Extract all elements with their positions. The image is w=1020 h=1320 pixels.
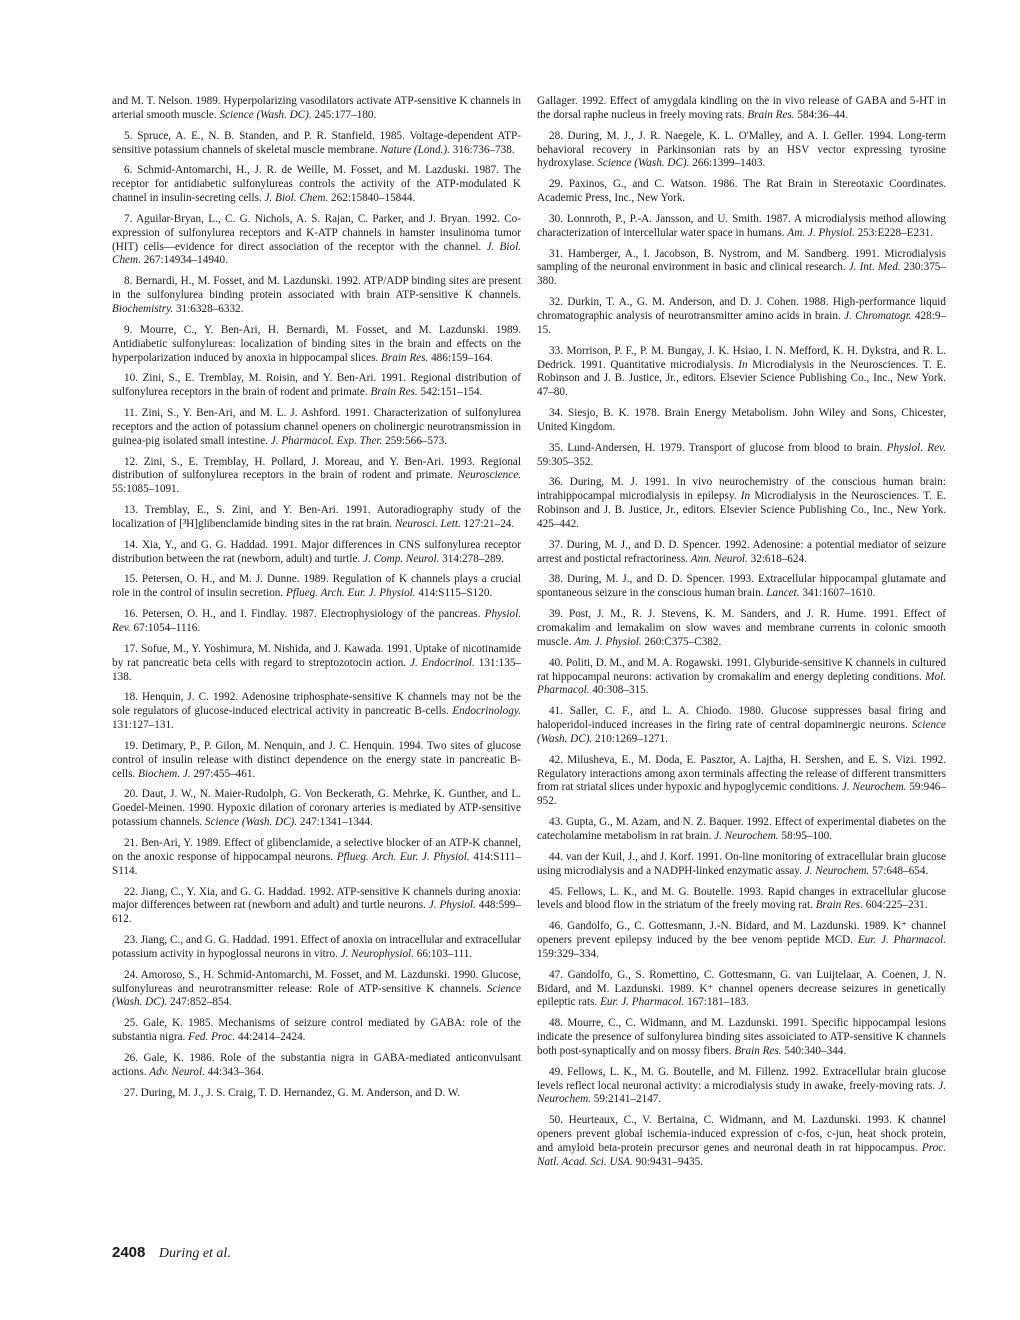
reference-journal: Eur. J. Pharmacol. bbox=[857, 934, 946, 947]
reference-item bbox=[112, 934, 521, 962]
reference-text: 30. Lonnroth, P., P.-A. Jansson, and U. Smith. 1987. A microdialysis method allowing characterization of intercellular water space in humans. bbox=[537, 212, 946, 239]
reference-item bbox=[112, 275, 521, 317]
reference-journal: J. Biol. Chem. bbox=[112, 240, 521, 267]
reference-text: 26. Gale, K. 1986. Role of the substantia nigra in GABA-mediated anticonvulsant actions. bbox=[112, 1051, 521, 1078]
reference-citation: 584:36–44. bbox=[794, 108, 849, 121]
reference-text: 24. Amoroso, S., H. Schmid-Antomarchi, M. Fosset, and M. Lazdunski. 1990. Glucose, sulfonylureas and neurotransmitter release: Role of ATP-sensitive K channels. bbox=[112, 968, 521, 995]
reference-text: 19. Detimary, P., P. Gilon, M. Nenquin, and J. C. Henquin. 1994. Two sites of glucose control of insulin release with distinct dependence on the energy state in pancreatic B-cells. bbox=[112, 739, 521, 780]
reference-item bbox=[537, 345, 946, 400]
reference-item bbox=[537, 608, 946, 650]
reference-text: 35. Lund-Andersen, H. 1979. Transport of glucose from blood to brain. bbox=[549, 441, 887, 454]
reference-citation: 55:1085–1091. bbox=[112, 483, 180, 496]
reference-citation: 67:1054–1116. bbox=[130, 622, 201, 634]
reference-text: 38. During, M. J., and D. D. Spencer. 1993. Extracellular hippocampal glutamate and spontaneous seizure in the conscious human brain. bbox=[537, 573, 946, 600]
reference-citation: 127:21–24. bbox=[460, 517, 515, 530]
reference-text: Gallager. 1992. Effect of amygdala kindling on the in vivo release of GABA and 5-HT in the dorsal raphe nucleus in freely moving rats. bbox=[537, 95, 946, 121]
reference-journal: Neuroscience. bbox=[457, 469, 521, 482]
reference-item bbox=[112, 95, 521, 123]
reference-item bbox=[537, 657, 946, 699]
reference-journal: J. Biol. Chem. bbox=[264, 192, 329, 205]
reference-citation: Microdialysis in the Neurosciences. T. E. Robinson and J. B. Justice, Jr., editors. Elsevier Science Publishing Co., Inc., New York. 47–80. bbox=[537, 358, 946, 399]
reference-item bbox=[537, 476, 946, 531]
reference-text: 10. Zini, S., E. Tremblay, M. Roisin, and Y. Ben-Ari. 1991. Regional distribution of sulfonylurea receptors in the brain of rodent and primate. bbox=[112, 372, 521, 399]
reference-text: 36. During, M. J. 1991. In vivo neurochemistry of the conscious human brain: intrahippocampal microdialysis in epilepsy. bbox=[537, 476, 946, 503]
reference-citation: 262:15840–15844. bbox=[328, 192, 416, 205]
reference-citation: 58:95–100. bbox=[778, 829, 833, 842]
reference-journal: Biochem. J. bbox=[138, 767, 191, 780]
reference-journal: Pflueg. Arch. Eur. J. Physiol. bbox=[336, 850, 470, 863]
reference-text: 33. Morrison, P. F., P. M. Bungay, J. K. Hsiao, I. N. Mefford, K. H. Dykstra, and R. L. Dedrick. 1991. Quantitative microdialysis. bbox=[537, 344, 946, 371]
reference-citation: 253:E228–E231. bbox=[854, 226, 934, 239]
reference-list-right bbox=[537, 95, 946, 1177]
reference-text: 25. Gale, K. 1985. Mechanisms of seizure control mediated by GABA: role of the substantia nigra. bbox=[112, 1017, 521, 1044]
reference-item bbox=[112, 1087, 521, 1101]
reference-journal: J. Pharmacol. Exp. Ther. bbox=[270, 434, 383, 447]
reference-citation: 314:278–289. bbox=[439, 552, 505, 565]
reference-journal: Eur. J. Pharmacol. bbox=[600, 996, 685, 1009]
reference-citation: 428:9–15. bbox=[537, 309, 947, 336]
reference-text: and M. T. Nelson. 1989. Hyperpolarizing vasodilators activate ATP-sensitive K channels in arterial smooth muscle. bbox=[112, 95, 521, 121]
reference-text: 28. During, M. J., J. R. Naegele, K. L. O'Malley, and A. I. Geller. 1994. Long-term behavioral recovery in Parkinsonian rats by an HSV vector expressing tyrosine hydroxylase. bbox=[537, 129, 946, 170]
reference-text: 15. Petersen, O. H., and M. J. Dunne. 1989. Regulation of K channels plays a crucial role in the control of insulin secretion. bbox=[112, 573, 521, 600]
reference-item bbox=[537, 248, 946, 290]
reference-journal: Biochemistry. bbox=[112, 302, 174, 315]
reference-text: 18. Henquin, J. C. 1992. Adenosine triphosphate-sensitive K channels may not be the sole regulators of glucose-induced electrical activity in pancreatic B-cells. bbox=[112, 691, 521, 718]
reference-journal: In bbox=[738, 358, 748, 371]
reference-text: 27. During, M. J., J. S. Craig, T. D. Hernandez, G. M. Anderson, and D. W. bbox=[124, 1086, 461, 1099]
reference-citation: 230:375–380. bbox=[537, 261, 946, 288]
reference-citation: 542:151–154. bbox=[417, 386, 483, 399]
reference-text: 31. Hamberger, A., I. Jacobson, B. Nystrom, and M. Sandberg. 1991. Microdialysis sampling of the neuronal environment in basic and clinical research. bbox=[537, 247, 946, 274]
reference-journal: J. Physiol. bbox=[428, 899, 476, 912]
reference-text: 6. Schmid-Antomarchi, H., J. R. de Weille, M. Fosset, and M. Lazduski. 1987. The receptor for antidiabetic sulfonylureas controls the activity of the ATP-modulated K channel in insulin-secreting cells. bbox=[112, 164, 521, 205]
reference-journal: J. Neurochem. bbox=[841, 781, 907, 794]
reference-item bbox=[537, 1017, 946, 1059]
reference-item bbox=[537, 851, 946, 879]
reference-text: 43. Gupta, G., M. Azam, and N. Z. Baquer. 1992. Effect of experimental diabetes on the catecholamine metabolism in rat brain. bbox=[537, 816, 946, 842]
reference-citation: 32:618–624. bbox=[747, 552, 807, 565]
reference-journal: Brain Res. bbox=[815, 899, 863, 912]
reference-item bbox=[537, 1114, 946, 1169]
reference-item bbox=[112, 130, 521, 158]
reference-item bbox=[537, 296, 946, 338]
reference-citation: 266:1399–1403. bbox=[689, 157, 766, 170]
reference-journal: Nature (Lond.). bbox=[380, 143, 450, 156]
reference-journal: Ann. Neurol. bbox=[690, 552, 748, 565]
reference-text: 39. Post, J. M., R. J. Stevens, K. M. Sanders, and J. R. Hume. 1991. Effect of cromakalim and lemakalim on slow waves and membrane currents in colonic smooth muscle. bbox=[537, 608, 946, 648]
reference-journal: Am. J. Physiol. bbox=[574, 635, 642, 648]
reference-journal: Science (Wash. DC). bbox=[537, 719, 946, 745]
reference-item bbox=[537, 754, 946, 809]
reference-citation: 316:736–738. bbox=[449, 143, 515, 156]
reference-text: 16. Petersen, O. H., and I. Findlay. 1987. Electrophysiology of the pancreas. bbox=[124, 608, 485, 621]
reference-item bbox=[112, 608, 521, 636]
reference-citation: 540:340–344. bbox=[781, 1044, 847, 1057]
reference-text: 17. Sofue, M., Y. Yoshimura, M. Nishida, and J. Kawada. 1991. Uptake of nicotinamide by rat pancreatic beta cells with regard to streptozotocin action. bbox=[112, 642, 521, 669]
reference-item bbox=[112, 788, 521, 830]
reference-journal: Brain Res. bbox=[370, 386, 418, 399]
reference-journal: Proc. Natl. Acad. Sci. USA. bbox=[537, 1142, 946, 1168]
reference-citation: 486:159–164. bbox=[428, 351, 493, 364]
reference-text: 5. Spruce, A. E., N. B. Standen, and P. R. Stanfield. 1985. Voltage-dependent ATP-sensitive potassium channels of skeletal muscle membrane. bbox=[112, 129, 521, 156]
reference-list-left bbox=[112, 95, 521, 1107]
reference-text: 7. Aguilar-Bryan, L., C. G. Nichols, A. S. Rajan, C. Parker, and J. Bryan. 1992. Co-expression of sulfonylurea receptors and K-ATP channels in hamster insulinoma tumor (HIT) cells—evidence for direct association of the receptor with the channel. bbox=[112, 212, 521, 253]
reference-item bbox=[112, 164, 521, 206]
reference-text: 20. Daut, J. W., N. Maier-Rudolph, G. Von Beckerath, G. Mehrke, K. Gunther, and L. Goedel-Meinen. 1990. Hypoxic dilation of coronary arteries is mediated by ATP-sensitive potassium channels. bbox=[112, 788, 521, 829]
reference-item bbox=[537, 539, 946, 567]
reference-text: 23. Jiang, C., and G. G. Haddad. 1991. Effect of anoxia on intracellular and extracellular potassium activity in hypoglossal neurons in vitro. bbox=[112, 934, 521, 960]
reference-text: 46. Gandolfo, G., C. Gottesmann, J.-N. Bidard, and M. Lazdunski. 1989. K⁺ channel openers prevent epilepsy induced by the bee venom peptide MCD. bbox=[537, 920, 946, 947]
reference-citation: 59:946–952. bbox=[537, 781, 946, 808]
reference-text: 9. Mourre, C., Y. Ben-Ari, H. Bernardi, M. Fosset, and M. Lazdunski. 1989. Antidiabetic sulfonylureas: localization of binding sites in the brain and effects on the hyperpolarization induced by anoxia in hippocampal slices. bbox=[112, 323, 521, 364]
reference-item bbox=[537, 1066, 946, 1108]
reference-journal: Brain Res. bbox=[381, 351, 429, 364]
reference-journal: Brain Res. bbox=[747, 108, 795, 121]
reference-citation: 59:2141–2147. bbox=[590, 1093, 662, 1106]
reference-item bbox=[112, 456, 521, 498]
reference-text: 50. Heurteaux, C., V. Bertaina, C. Widmann, and M. Lazdunski. 1993. K channel openers prevent global ischemia-induced expression of c-fos, c-jun, heat shock protein, and amyloid beta-protein precursor genes and neuronal death in rat hippocampus. bbox=[537, 1114, 946, 1154]
reference-item bbox=[112, 324, 521, 366]
reference-item bbox=[112, 837, 521, 879]
reference-journal: Endocrinology. bbox=[452, 705, 521, 718]
reference-journal: Physiol. Rev. bbox=[112, 608, 521, 634]
reference-citation: 90:9431–9435. bbox=[632, 1155, 704, 1168]
reference-text: 13. Tremblay, E., S. Zini, and Y. Ben-Ari. 1991. Autoradiography study of the localization of [³H]glibenclamide binding sites in the rat brain. bbox=[112, 504, 521, 530]
reference-citation: 297:455–461. bbox=[190, 767, 256, 780]
reference-item bbox=[112, 573, 521, 601]
reference-journal: Science (Wash. DC). bbox=[597, 157, 690, 170]
reference-journal: J. Neurochem. bbox=[804, 864, 870, 877]
reference-journal: Science (Wash. DC). bbox=[219, 108, 312, 121]
reference-journal: J. Comp. Neurol. bbox=[363, 552, 440, 565]
reference-citation: Microdialysis in the Neurosciences. T. E. Robinson and J. B. Justice, Jr., editors. Elsevier Science Publishing Co., Inc., New York. 425–442. bbox=[537, 490, 946, 530]
reference-item bbox=[537, 816, 946, 844]
reference-text: 37. During, M. J., and D. D. Spencer. 1992. Adenosine: a potential mediator of seizure arrest and postictal refractoriness. bbox=[537, 538, 946, 565]
reference-text: 11. Zini, S., Y. Ben-Ari, and M. L. J. Ashford. 1991. Characterization of sulfonylurea receptors and the action of potassium channel openers on cholinergic neurotransmission in guinea-pig isolated small intestine. bbox=[112, 407, 521, 447]
reference-journal: J. Int. Med. bbox=[848, 261, 901, 274]
reference-journal: J. Chromatogr. bbox=[844, 309, 912, 322]
reference-journal: Neurosci. Lett. bbox=[394, 517, 461, 530]
reference-item bbox=[112, 407, 521, 449]
reference-text: 12. Zini, S., E. Tremblay, H. Pollard, J. Moreau, and Y. Ben-Ari. 1993. Regional distribution of sulfonylurea receptors in the brain of rodent and primate. bbox=[112, 455, 521, 482]
reference-journal: In bbox=[740, 490, 751, 503]
reference-journal: Lancet. bbox=[766, 587, 800, 600]
reference-text: 8. Bernardi, H., M. Fosset, and M. Lazdunski. 1992. ATP/ADP binding sites are present in the sulfonylurea binding protein associated with brain ATP-sensitive K channels. bbox=[112, 275, 521, 302]
reference-item bbox=[112, 969, 521, 1011]
reference-item bbox=[537, 886, 946, 914]
reference-item bbox=[537, 407, 946, 435]
page-footer bbox=[112, 1244, 231, 1262]
reference-text: 49. Fellows, L. K., M. G. Boutelle, and M. Fillenz. 1992. Extracellular brain glucose levels reflect local neuronal activity: a microdialysis study in awake, freely-moving rats. bbox=[537, 1065, 946, 1092]
reference-citation: 245:177–180. bbox=[311, 108, 377, 121]
reference-item bbox=[537, 130, 946, 172]
running-head: During et al. bbox=[158, 1246, 231, 1261]
reference-text: 22. Jiang, C., Y. Xia, and G. G. Haddad. 1992. ATP-sensitive K channels during anoxia: major differences between rat (newborn and adult) and turtle neurons. bbox=[112, 885, 521, 912]
reference-journal: Science (Wash. DC). bbox=[112, 982, 521, 1009]
reference-citation: 66:103–111. bbox=[413, 947, 473, 960]
reference-item bbox=[112, 504, 521, 532]
reference-item bbox=[537, 573, 946, 601]
reference-item bbox=[537, 95, 946, 123]
reference-citation: 44:343–364. bbox=[204, 1065, 264, 1078]
reference-item bbox=[112, 886, 521, 928]
reference-citation: 247:1341–1344. bbox=[297, 816, 373, 829]
reference-citation: 40:308–315. bbox=[589, 684, 649, 697]
reference-text: 21. Ben-Ari, Y. 1989. Effect of glibenclamide, a selective blocker of an ATP-K channel, on the anoxic response of hippocampal neurons. bbox=[112, 836, 521, 863]
reference-text: 40. Politi, D. M., and M. A. Rogawski. 1991. Glyburide-sensitive K channels in cultured rat hippocampal neurons: activation by cromakalim and energy depleting conditions. bbox=[537, 656, 946, 683]
reference-text: 14. Xia, Y., and G. G. Haddad. 1991. Major differences in CNS sulfonylurea receptor distribution between the rat (newborn, adult) and turtle. bbox=[112, 538, 521, 565]
reference-text: 34. Siesjo, B. K. 1978. Brain Energy Metabolism. John Wiley and Sons, Chicester, United Kingdom. bbox=[537, 407, 946, 433]
reference-citation: 31:6328–6332. bbox=[173, 302, 244, 315]
reference-item bbox=[112, 691, 521, 733]
reference-text: 32. Durkin, T. A., G. M. Anderson, and D. J. Cohen. 1988. High-performance liquid chromatographic analysis of neurotransmitter amino acids in brain. bbox=[537, 296, 946, 322]
reference-citation: 341:1607–1610. bbox=[799, 587, 876, 600]
reference-journal: Pflueg. Arch. Eur. J. Physiol. bbox=[286, 587, 416, 600]
page-number: 2408 bbox=[112, 1244, 146, 1261]
reference-journal: Adv. Neurol. bbox=[149, 1065, 205, 1078]
reference-citation: 57:648–654. bbox=[869, 864, 929, 877]
reference-item bbox=[537, 442, 946, 470]
reference-item bbox=[112, 1052, 521, 1080]
reference-item bbox=[112, 539, 521, 567]
reference-item bbox=[537, 178, 946, 206]
reference-text: 44. van der Kuil, J., and J. Korf. 1991. On-line monitoring of extracellular brain glucose using microdialysis and a NADPH-linked enzymatic assay. bbox=[537, 850, 946, 877]
reference-citation: 247:852–854. bbox=[167, 996, 232, 1009]
reference-item bbox=[537, 213, 946, 241]
reference-journal: Physiol. Rev. bbox=[886, 441, 946, 454]
reference-citation: 260:C375–C382. bbox=[641, 635, 722, 648]
reference-text: 48. Mourre, C., C. Widmann, and M. Lazdunski. 1991. Specific hippocampal lesions indicate the presence of sulfonylurea binding sites assoiciated to ATP-sensitive K channels both post-synaptically and on mossy fibers. bbox=[537, 1017, 946, 1057]
reference-text: 45. Fellows, L. K., and M. G. Boutelle. 1993. Rapid changes in extracellular glucose levels and blood flow in the striatum of the freely moving rat. bbox=[537, 885, 946, 912]
reference-journal: Brain Res. bbox=[734, 1044, 782, 1057]
reference-journal: Mol. Pharmacol. bbox=[537, 670, 946, 697]
reference-item bbox=[112, 740, 521, 782]
reference-journal: Am. J. Physiol. bbox=[787, 226, 855, 239]
reference-journal: J. Neurochem. bbox=[537, 1079, 946, 1106]
reference-citation: 267:14934–14940. bbox=[140, 254, 228, 267]
reference-citation: 44:2414–2424. bbox=[235, 1031, 306, 1044]
reference-citation: 131:135–138. bbox=[112, 656, 522, 683]
reference-citation: 59:305–352. bbox=[537, 455, 594, 468]
reference-citation: 414:S111–S114. bbox=[112, 850, 521, 877]
reference-item bbox=[112, 213, 521, 268]
reference-item bbox=[112, 1017, 521, 1045]
reference-text: 42. Milusheva, E., M. Doda, E. Pasztor, A. Lajtha, H. Sershen, and E. S. Vizi. 1992. Regulatory interactions among axon terminals affecting the release of different transmitters from rat striatal slices under hypoxic and hypoglycemic conditions. bbox=[537, 753, 946, 794]
reference-text: 47. Gandolfo, G., S. Romettino, C. Gottesmann, G. van Luijtelaar, A. Coenen, J. N. Bidard, and M. Lazdunski. 1989. K⁺ channel openers decrease seizures in genetically epileptic rats. bbox=[537, 968, 946, 1009]
reference-journal: Fed. Proc. bbox=[188, 1031, 236, 1044]
reference-citation: 167:181–183. bbox=[684, 996, 749, 1009]
reference-citation: 414:S115–S120. bbox=[415, 587, 493, 600]
reference-citation: 131:127–131. bbox=[112, 719, 174, 732]
reference-citation: 259:566–573. bbox=[382, 434, 447, 447]
reference-citation: 604:225–231. bbox=[862, 899, 928, 912]
reference-item bbox=[537, 705, 946, 747]
reference-journal: J. Neurophysiol. bbox=[340, 947, 414, 960]
reference-text: 41. Saller, C. F., and L. A. Chiodo. 1980. Glucose suppresses basal firing and haloperidol-induced increases in the firing rate of central dopaminergic neurons. bbox=[537, 705, 946, 732]
reference-item bbox=[537, 920, 946, 962]
reference-journal: Science (Wash. DC). bbox=[204, 816, 298, 829]
reference-item bbox=[112, 643, 521, 685]
reference-journal: J. Neurochem. bbox=[714, 829, 779, 842]
reference-citation: 210:1269–1271. bbox=[592, 732, 669, 745]
reference-item bbox=[537, 969, 946, 1011]
reference-citation: 159:329–334. bbox=[537, 947, 599, 960]
reference-text: 29. Paxinos, G., and C. Watson. 1986. The Rat Brain in Stereotaxic Coordinates. Academic Press, Inc., New York. bbox=[537, 178, 946, 205]
reference-citation: 448:599–612. bbox=[112, 899, 521, 926]
reference-item bbox=[112, 372, 521, 400]
reference-journal: J. Endocrinol. bbox=[409, 656, 475, 669]
